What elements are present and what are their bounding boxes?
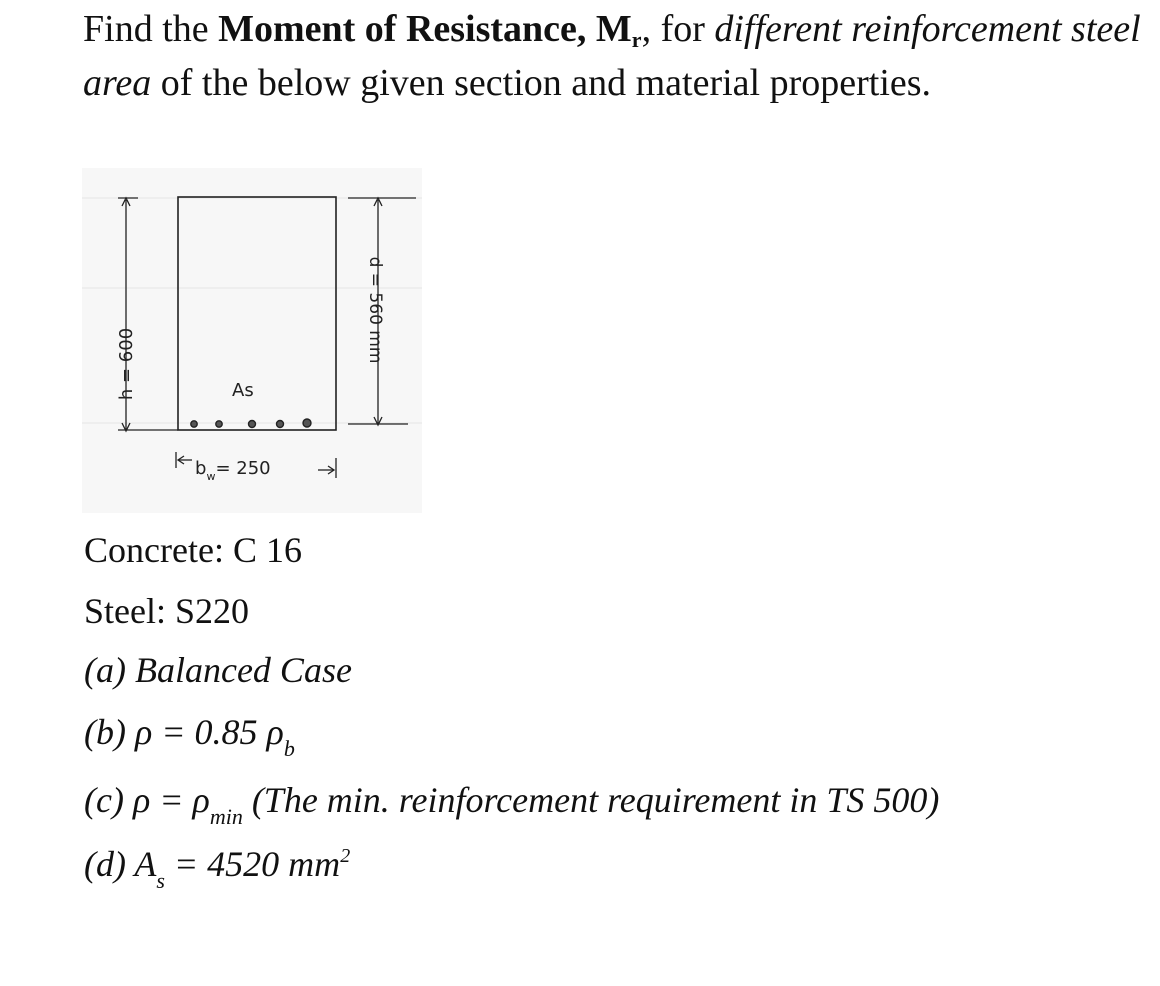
case-d-superscript: 2 bbox=[340, 845, 351, 867]
case-c-subscript: min bbox=[209, 804, 243, 829]
case-a: (a) Balanced Case bbox=[84, 650, 352, 690]
case-b-text: (b) ρ = 0.85 ρ bbox=[84, 712, 284, 752]
rebar bbox=[249, 421, 256, 428]
height-label: h = 600 bbox=[116, 327, 137, 401]
case-b-subscript: b bbox=[283, 736, 295, 761]
case-d-subscript: s bbox=[156, 868, 165, 893]
moment-subscript: r bbox=[631, 27, 642, 52]
width-subscript: w bbox=[206, 470, 216, 483]
depth-label: d = 560 mm bbox=[365, 256, 385, 364]
width-value: = 250 bbox=[215, 458, 271, 479]
case-b bbox=[84, 710, 295, 761]
concrete-property: Concrete: C 16 bbox=[84, 530, 302, 570]
rebar bbox=[216, 421, 222, 427]
case-c-note: (The min. reinforcement requirement in TS 500) bbox=[242, 780, 940, 820]
case-c-text: (c) ρ = ρ bbox=[84, 780, 210, 820]
steel-area-term: different reinforcement steel area bbox=[83, 8, 1141, 104]
moment-term: Moment of Resistance, M bbox=[218, 8, 632, 50]
case-d bbox=[84, 842, 351, 893]
intro-text: , for bbox=[641, 8, 715, 50]
rebar bbox=[191, 421, 197, 427]
steel-area-label: As bbox=[232, 380, 254, 401]
problem-statement bbox=[83, 2, 1143, 110]
intro-text: Find the bbox=[83, 8, 219, 50]
steel-property: Steel: S220 bbox=[84, 591, 250, 631]
intro-text: of the below given section and material properties. bbox=[151, 62, 932, 104]
case-d-value: = 4520 mm bbox=[164, 844, 341, 884]
case-d-text: (d) A bbox=[84, 844, 157, 884]
rebar bbox=[303, 419, 311, 427]
width-symbol: b bbox=[195, 458, 207, 479]
case-c bbox=[84, 778, 940, 829]
beam-section-figure bbox=[82, 168, 422, 513]
rebar bbox=[277, 421, 284, 428]
